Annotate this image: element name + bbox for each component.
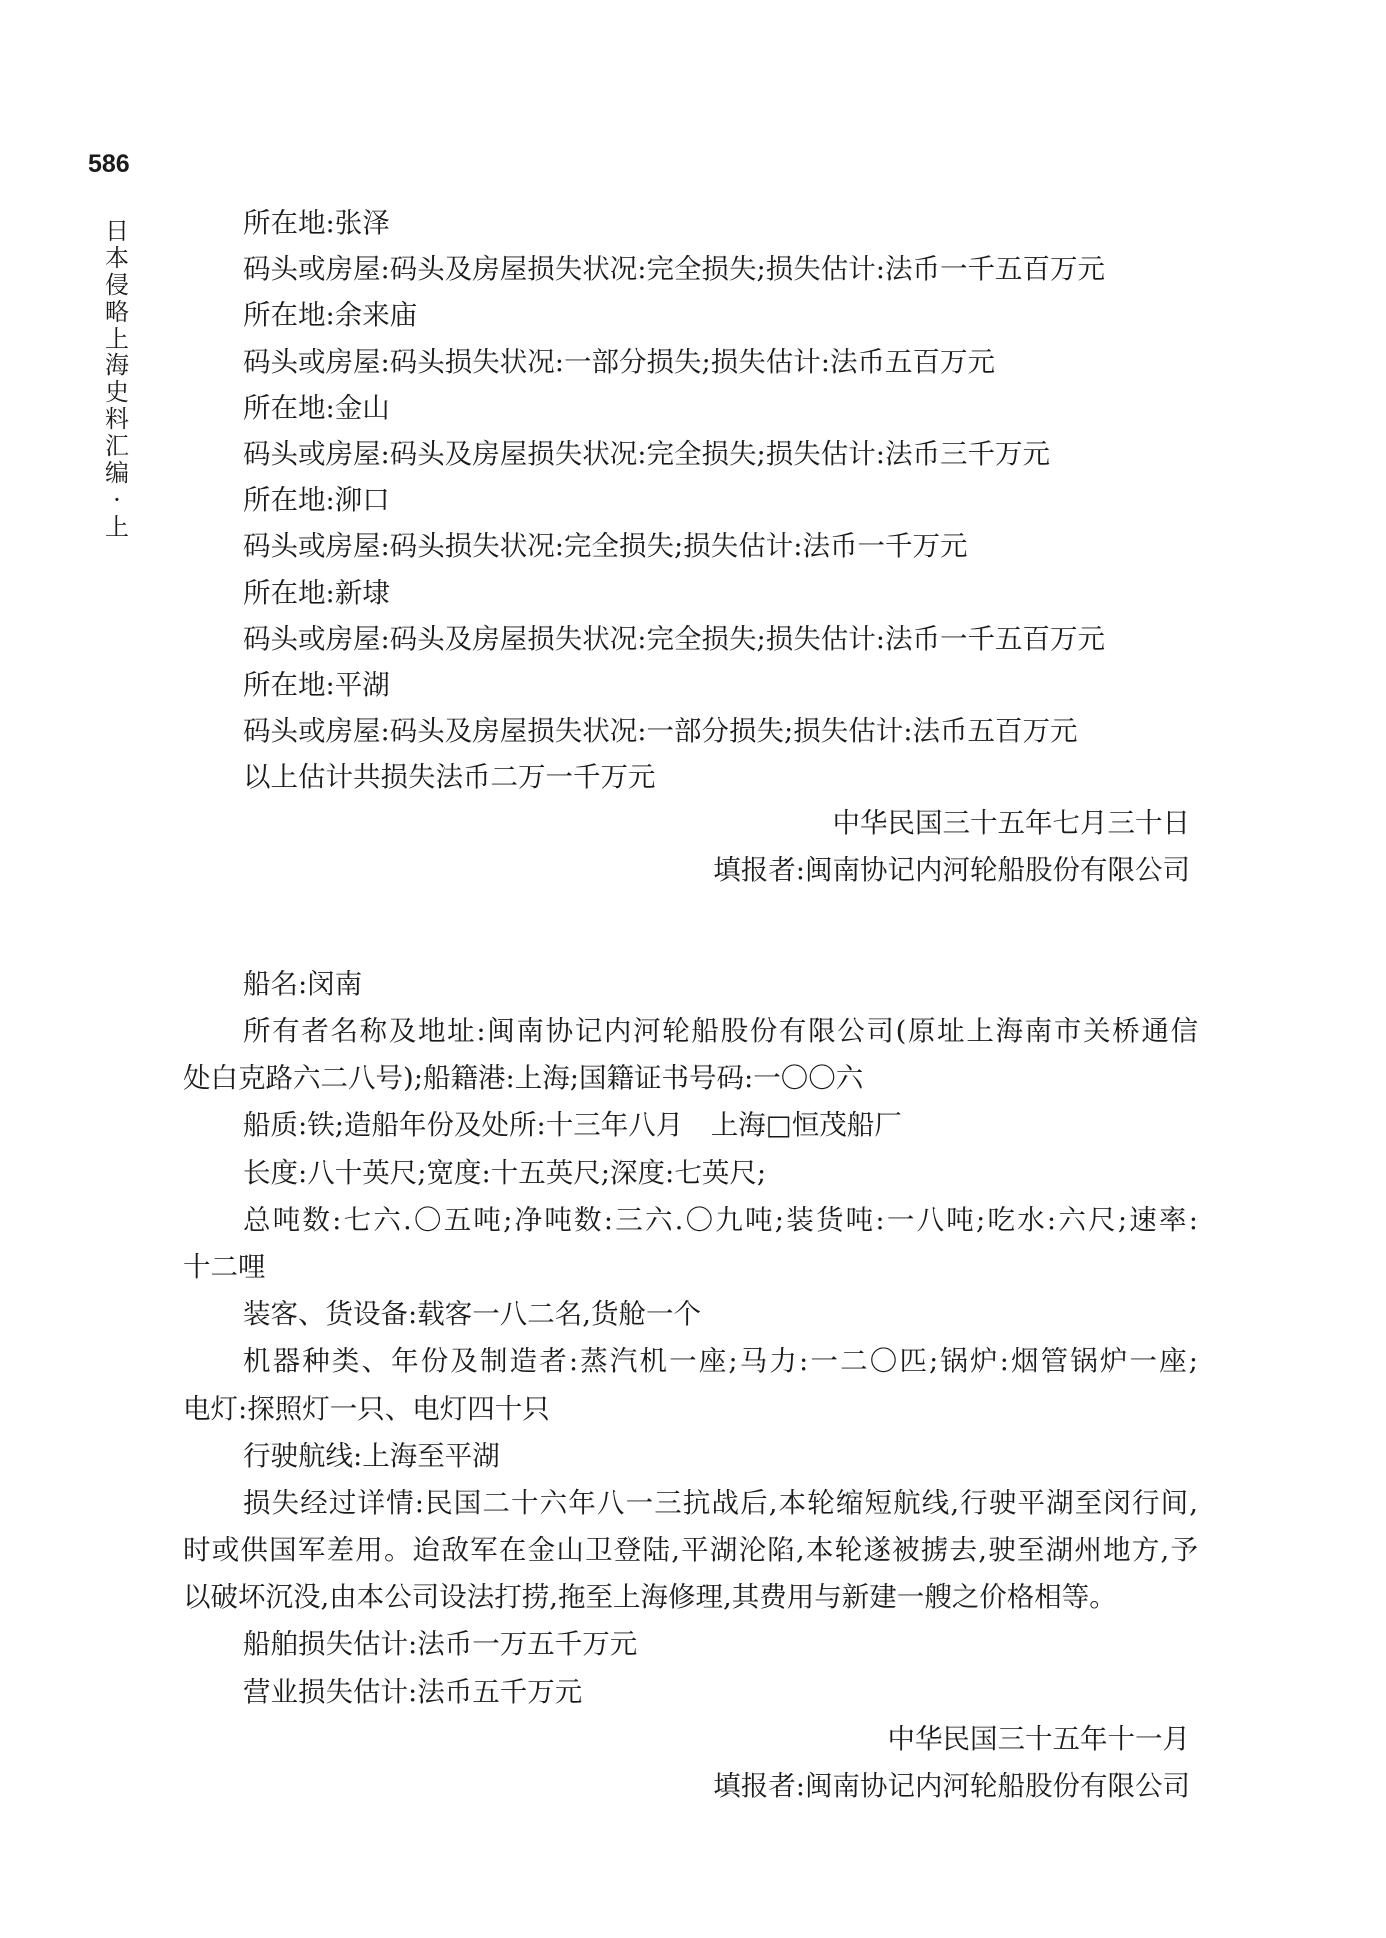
- location-line: 所在地:金山: [243, 391, 390, 424]
- total-line: 以上估计共损失法币二万一千万元: [243, 761, 656, 794]
- reporter-line: 填报者:闽南协记内河轮船股份有限公司: [713, 1770, 1190, 1802]
- tonnage-line-continued: 十二哩: [183, 1250, 266, 1283]
- machinery-line-continued: 电灯:探照灯一只、电灯四十只: [183, 1392, 550, 1425]
- loss-line: 码头或房屋:码头及房屋损失状况:完全损失;损失估计:法币一千五百万元: [243, 622, 1106, 655]
- loss-line: 码头或房屋:码头损失状况:完全损失;损失估计:法币一千万元: [243, 530, 968, 563]
- reporter-line: 填报者:闽南协记内河轮船股份有限公司: [713, 853, 1190, 886]
- loss-details-line: 损失经过详情:民国二十六年八一三抗战后,本轮缩短航线,行驶平湖至闵行间,: [243, 1486, 1198, 1519]
- date-line: 中华民国三十五年十一月: [887, 1722, 1190, 1755]
- loss-details-line-continued: 时或供国军差用。迨敌军在金山卫登陆,平湖沦陷,本轮遂被掳去,驶至湖州地方,予: [183, 1534, 1198, 1567]
- location-line: 所在地:张泽: [243, 207, 390, 239]
- loss-details-line-end: 以破坏沉没,由本公司设法打捞,拖至上海修理,其费用与新建一艘之价格相等。: [183, 1581, 1117, 1614]
- loss-line: 码头或房屋:码头及房屋损失状况:一部分损失;损失估计:法币五百万元: [243, 715, 1078, 748]
- ship-name-line: 船名:闵南: [243, 967, 363, 1000]
- tonnage-line: 总吨数:七六.〇五吨;净吨数:三六.〇九吨;装货吨:一八吨;吃水:六尺;速率:: [243, 1203, 1198, 1236]
- loss-line: 码头或房屋:码头及房屋损失状况:完全损失;损失估计:法币一千五百万元: [243, 253, 1106, 286]
- owner-line: 所有者名称及地址:闽南协记内河轮船股份有限公司(原址上海南市关桥通信: [243, 1015, 1198, 1047]
- running-title: 日本侵略上海史料汇编·上: [105, 217, 129, 541]
- loss-line: 码头或房屋:码头损失状况:一部分损失;损失估计:法币五百万元: [243, 345, 996, 378]
- ship-loss-line: 船舶损失估计:法币一万五千万元: [243, 1628, 638, 1661]
- date-line: 中华民国三十五年七月三十日: [832, 807, 1190, 840]
- business-loss-line: 营业损失估计:法币五千万元: [243, 1675, 583, 1708]
- section-gap: [183, 893, 1198, 961]
- page-content: [183, 200, 1198, 1810]
- machinery-line: 机器种类、年份及制造者:蒸汽机一座;马力:一二〇匹;锅炉:烟管锅炉一座;: [243, 1345, 1198, 1378]
- dimensions-line: 长度:八十英尺;宽度:十五英尺;深度:七英尺;: [243, 1156, 767, 1189]
- section-dock-losses: [183, 200, 1198, 893]
- loss-line: 码头或房屋:码头及房屋损失状况:完全损失;损失估计:法币三千万元: [243, 437, 1051, 470]
- equipment-line: 装客、货设备:载客一八二名,货舱一个: [243, 1298, 702, 1331]
- location-line: 所在地:平湖: [243, 668, 390, 701]
- section-ship-record: [183, 961, 1198, 1810]
- location-line: 所在地:余来庙: [243, 299, 418, 332]
- page-number: 586: [88, 150, 130, 178]
- route-line: 行驶航线:上海至平湖: [243, 1439, 500, 1472]
- owner-line-continued: 处白克路六二八号);船籍港:上海;国籍证书号码:一〇〇六: [183, 1062, 864, 1095]
- location-line: 所在地:新埭: [243, 576, 390, 609]
- location-line: 所在地:泖口: [243, 484, 390, 517]
- material-line: 船质:铁;造船年份及处所:十三年八月 上海□恒茂船厂: [243, 1109, 902, 1142]
